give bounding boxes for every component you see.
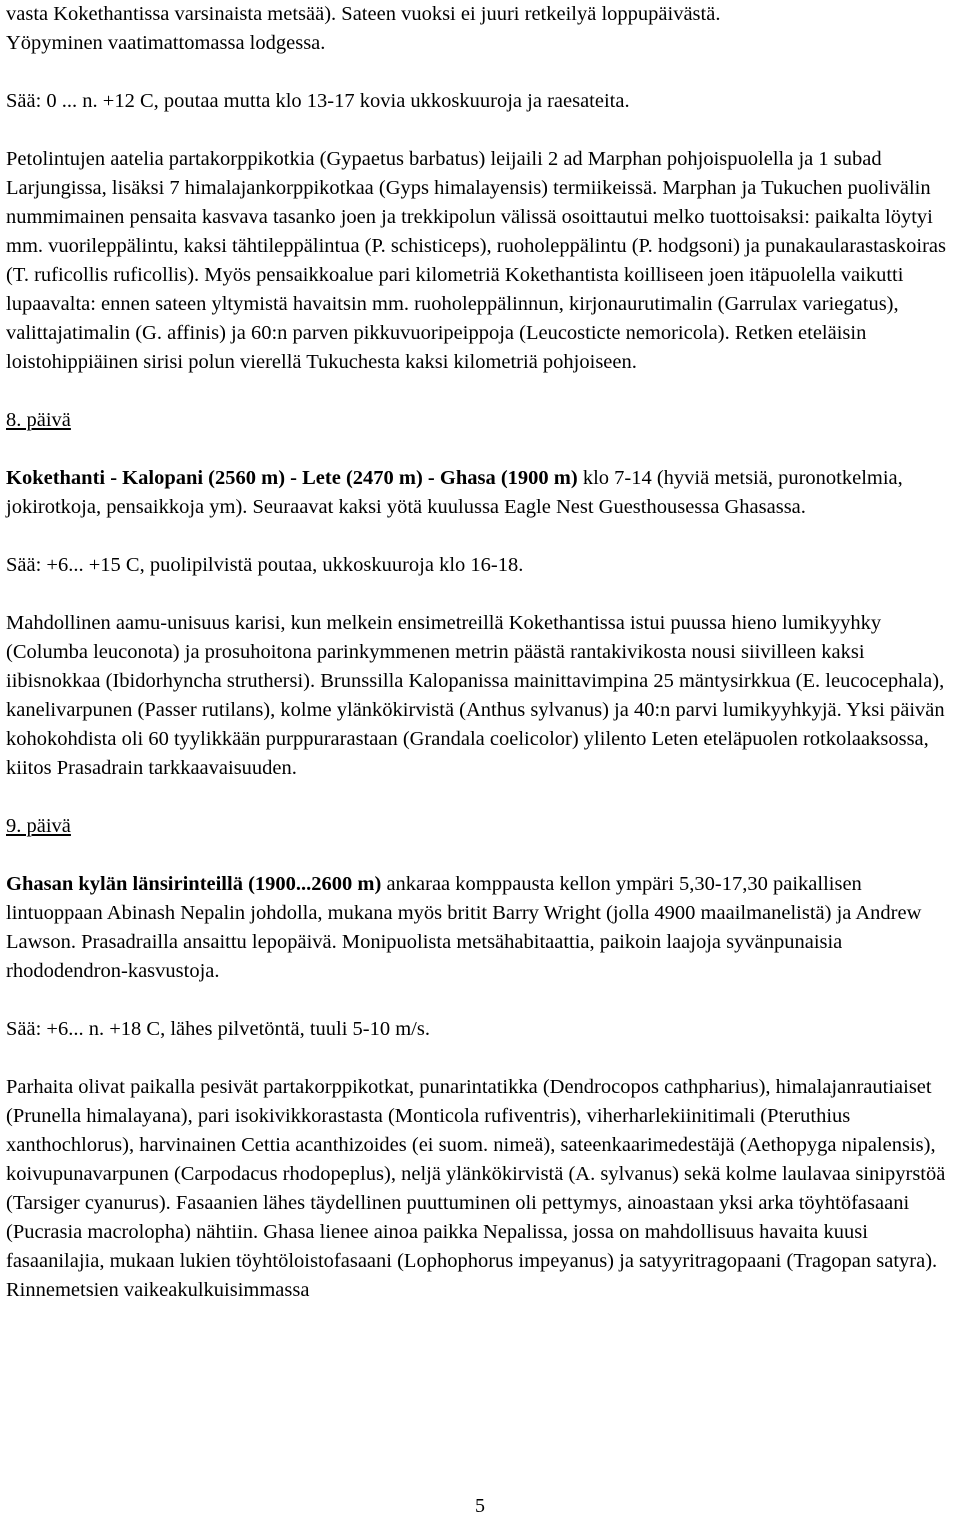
day-8-route-title: Kokethanti - Kalopani (2560 m) - Lete (2470 m) - Ghasa (1900 m) <box>6 467 578 489</box>
day-9-route <box>6 870 956 986</box>
weather-day-9: Sää: +6... n. +18 C, lähes pilvetöntä, tuuli 5-10 m/s. <box>6 1018 430 1040</box>
day-9-route-description: ankaraa komppausta kellon ympäri 5,30-17,30 paikallisen lintuoppaan Abinash Nepalin johdolla, mukana myös britit Barry Wright (jolla 4900 maailmanelistä) ja Andrew Lawson. Prasadrailla ansaittu lepopäivä. Monipuolista metsähabitaattia, paikoin laajoja syvänpunaisia rhododendron-kasvustoja. <box>6 873 922 982</box>
weather-day-8: Sää: +6... +15 C, puolipilvistä poutaa, ukkoskuuroja klo 16-18. <box>6 554 524 576</box>
paragraph-day-8: Mahdollinen aamu-unisuus karisi, kun melkein ensimetreillä Kokethantissa istui puussa hieno lumikyyhky (Columba leuconota) ja prosuhoitona parinkymmenen metrin päästä rantakivikosta nousi siivilleen kaksi iibisnokkaa (Ibidorhyncha struthersi). Brunssilla Kalopanissa mainittavimpina 25 mäntysirkkua (E. leucocephala), kanelivarpunen (Passer rutilans), kolme ylänkökirvistä (Anthus sylvanus) ja 40:n parvi lumikyyhkyjä. Yksi päivän kohokohdista oli 60 tyylikkään purppurarastaan (Grandala coelicolor) ylilento Leten eteläpuolen rotkolaaksossa, kiitos Prasadrain tarkkaavaisuuden. <box>6 612 945 779</box>
day-9-route-title: Ghasan kylän länsirinteillä (1900...2600 m) <box>6 873 382 895</box>
weather-day-7: Sää: 0 ... n. +12 C, poutaa mutta klo 13-17 kovia ukkoskuuroja ja raesateita. <box>6 90 630 112</box>
day-8-route <box>6 464 956 522</box>
intro-line-2: Yöpyminen vaatimattomassa lodgessa. <box>6 32 326 54</box>
day-9-heading: 9. päivä <box>6 815 71 837</box>
day-8-heading: 8. päivä <box>6 409 71 431</box>
paragraph-day-9: Parhaita olivat paikalla pesivät partakorppikotkat, punarintatikka (Dendrocopos cathpharius), himalajanrautiaiset (Prunella himalayana), pari isokivikkorastasta (Monticola rufiventris), viherharlekiinitimali (Pteruthius xanthochlorus), harvinainen Cettia acanthizoides (ei suom. nimeä), sateenkaarimedestäjä (Aethopyga nipalensis), koivupunavarpunen (Carpodacus rhodopeplus), neljä ylänkökirvistä (A. sylvanus) sekä kolme laulavaa sinipyrstöä (Tarsiger cyanurus). Fasaanien lähes täydellinen puuttuminen oli pettymys, ainoastaan yksi arka töyhtöfasaani (Pucrasia macrolopha) nähtiin. Ghasa lienee ainoa paikka Nepalissa, jossa on mahdollisuus havaita kuusi fasaanilajia, mukaan lukien töyhtöloistofasaani (Lophophorus impeyanus) ja satyyritragopaani (Tragopan satyra). Rinnemetsien vaikeakulkuisimmassa <box>6 1076 946 1301</box>
paragraph-day-7: Petolintujen aatelia partakorppikotkia (Gypaetus barbatus) leijaili 2 ad Marphan pohjoispuolella ja 1 subad Larjungissa, lisäksi 7 himalajankorppikotkaa (Gyps himalayensis) termiikeissä. Marphan ja Tukuchen puolivälin nummimainen pensaita kasvava tasanko joen ja trekkipolun välissä osoittautui melko tuottoisaksi: paikalta löytyi mm. vuorileppälintu, kaksi tähtileppälintua (P. schisticeps), ruoholeppälintu (P. hodgsoni) ja punakaularastaskoiras (T. ruficollis ruficollis). Myös pensaikkoalue pari kilometriä Kokethantista koilliseen joen itäpuolella vaikutti lupaavalta: ennen sateen yltymistä havaitsin mm. ruoholeppälinnun, kirjonaurutimalin (Garrulax variegatus), valittajatimalin (G. affinis) ja 60:n parven pikkuvuoripeippoja (Leucosticte nemoricola). Retken eteläisin loistohippiäinen sirisi polun vierellä Tukuchesta kaksi kilometriä pohjoiseen. <box>6 148 946 373</box>
page-number: 5 <box>475 1495 485 1517</box>
intro-paragraph <box>6 0 956 58</box>
intro-line-1: vasta Kokethantissa varsinaista metsää). Sateen vuoksi ei juuri retkeilyä loppupäivästä. <box>6 3 721 25</box>
day-8-route-description: klo 7-14 (hyviä metsiä, puronotkelmia, jokirotkoja, pensaikkoja ym). Seuraavat kaksi yötä kuulussa Eagle Nest Guesthousessa Ghasassa. <box>6 467 903 518</box>
